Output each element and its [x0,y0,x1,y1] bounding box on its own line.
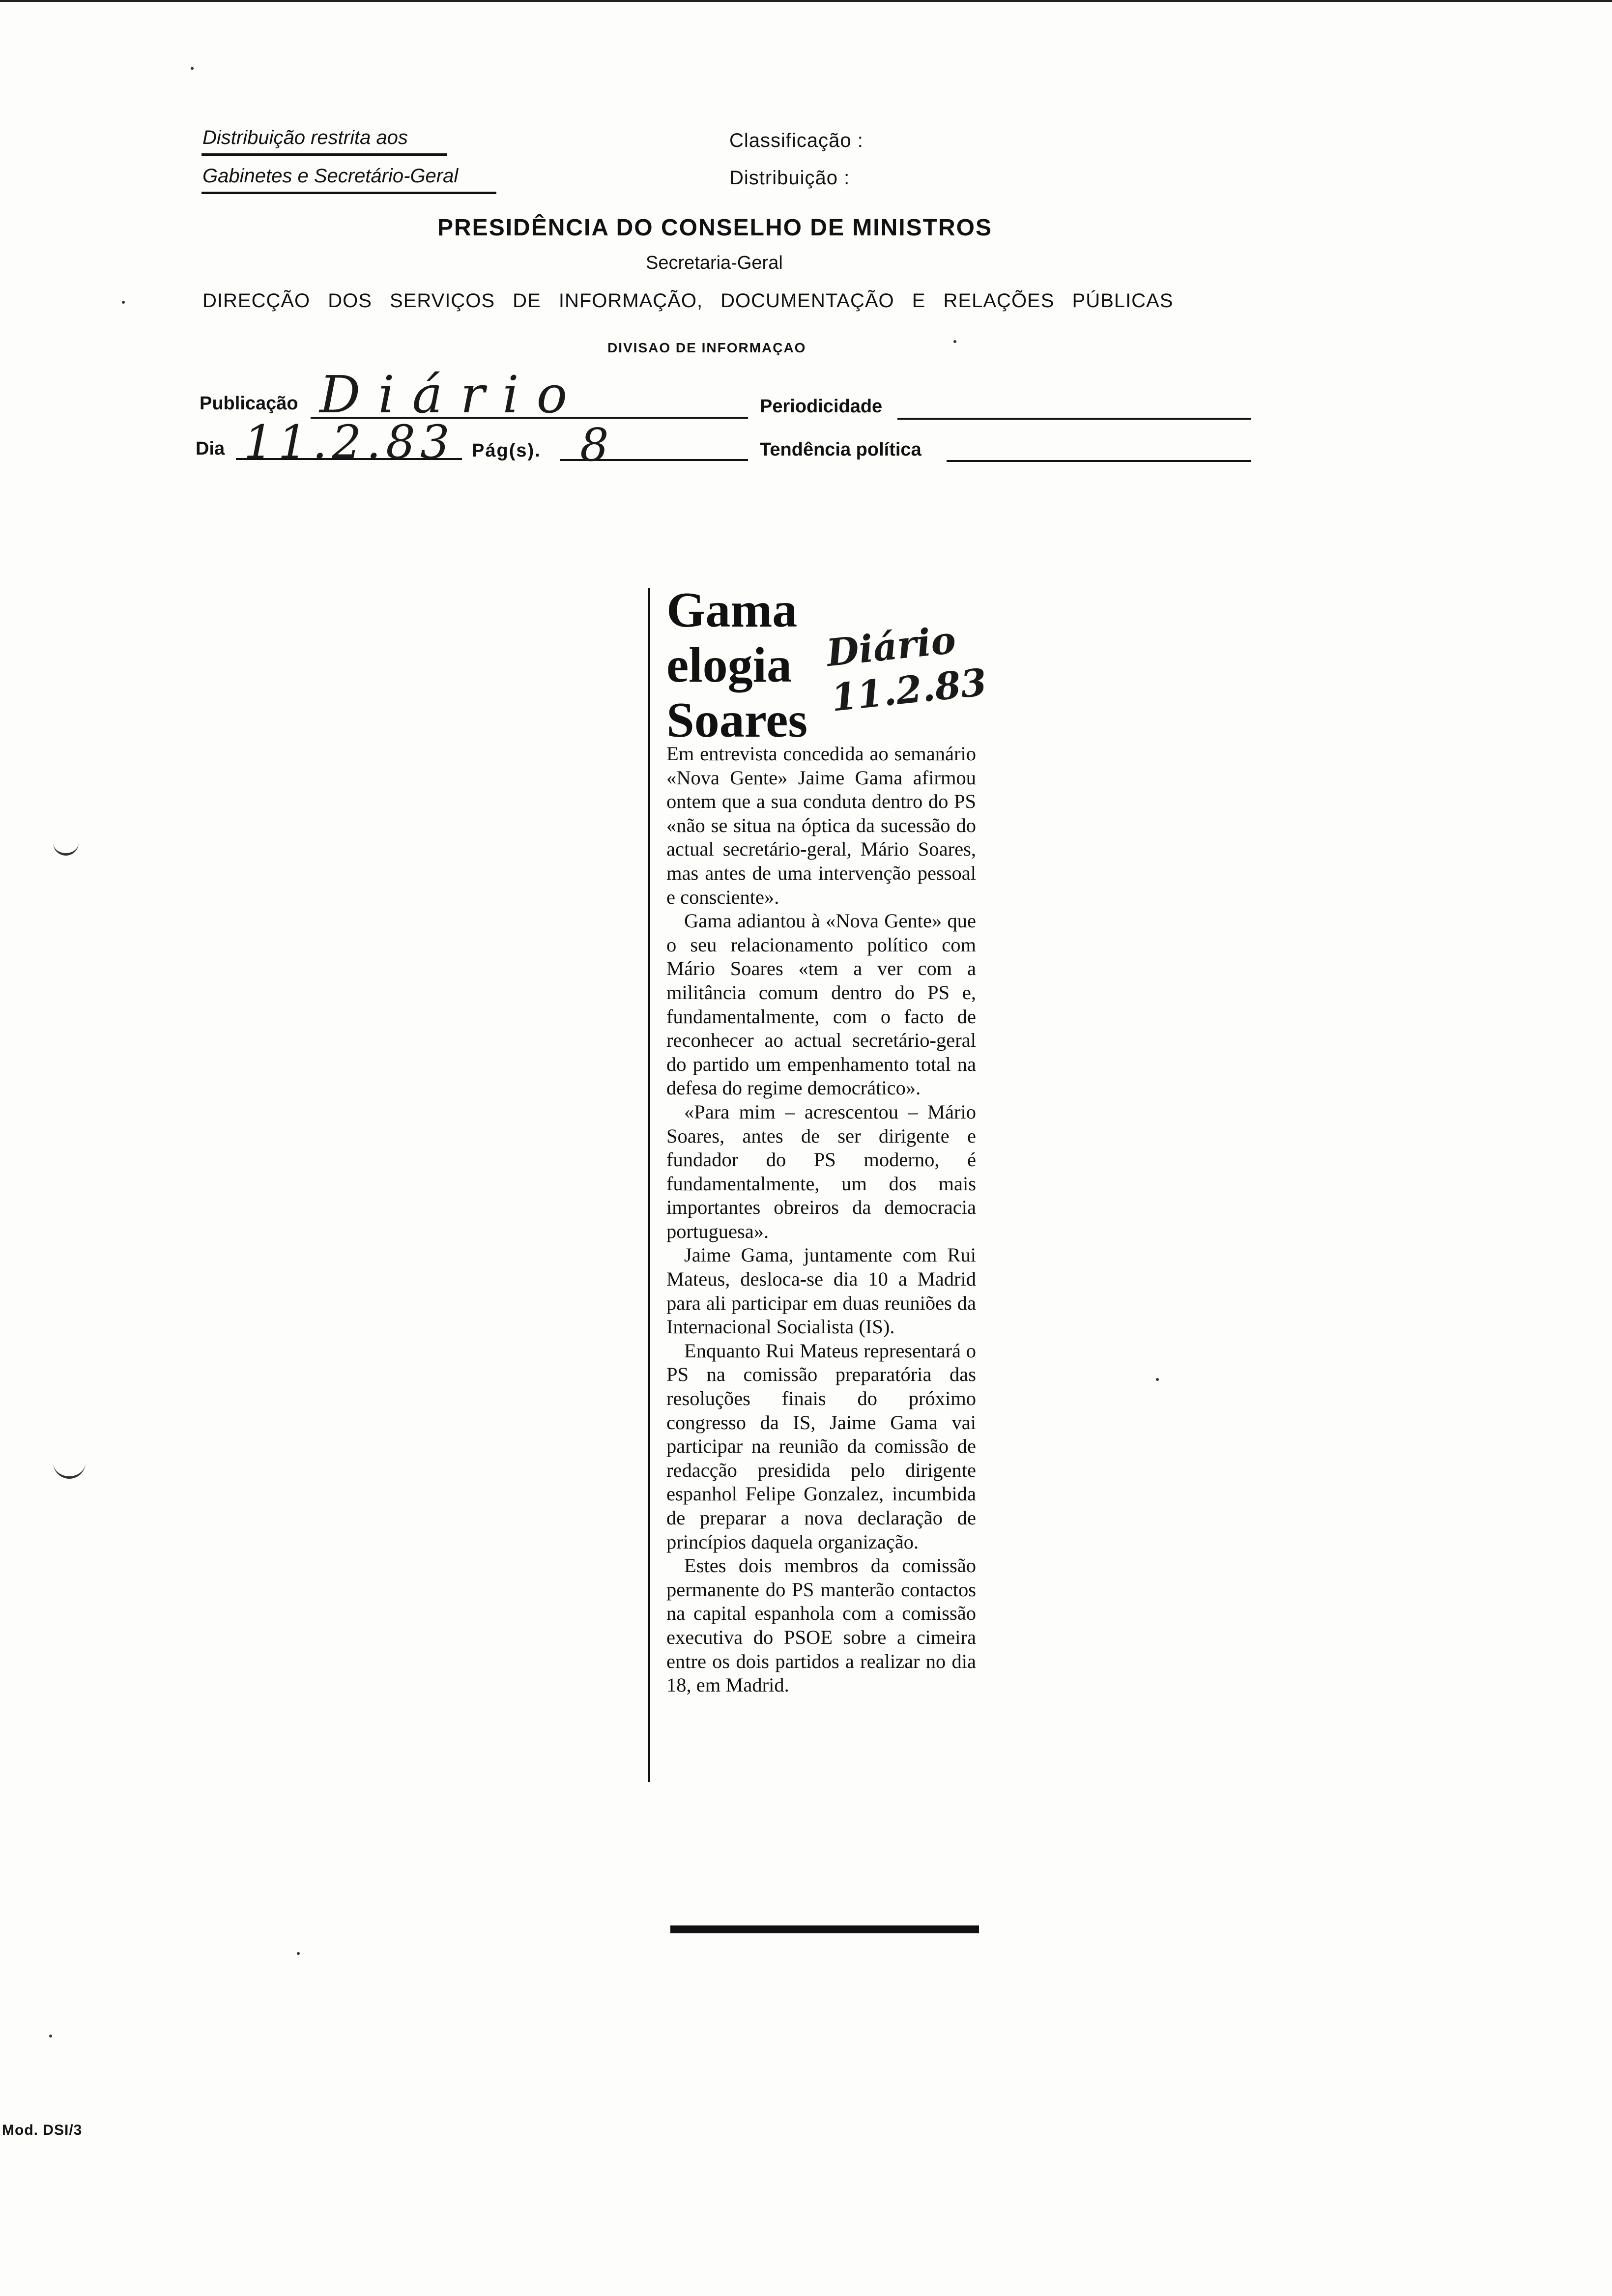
article-left-rule [648,588,650,1782]
classificacao-label: Classificação : [729,130,864,151]
publicacao-label: Publicação [200,393,298,414]
punch-hole-mark-2 [53,1463,86,1479]
scan-top-border [0,0,1612,2]
tendencia-label: Tendência política [760,439,921,460]
dia-value: 11.2.83 [244,416,455,469]
publicacao-value: Diário [319,365,585,425]
scan-speck [191,67,194,70]
restricted-underline-2 [202,192,496,194]
scan-speck [297,1952,300,1955]
scan-speck [1156,1378,1159,1381]
article-paragraph-4: Jaime Gama, juntamente com Rui Mateus, desloca-se dia 10 a Madrid para ali participar em duas reuniões da Internacional Socialista (IS). [666,1244,976,1338]
model-code: Mod. DSI/3 [2,2122,83,2138]
article-body [666,742,976,1697]
directorate-line: DIRECÇÃO DOS SERVIÇOS DE INFORMAÇÃO, DOCUMENTAÇÃO E RELAÇÕES PÚBLICAS [202,290,1174,312]
periodicidade-field-line [897,418,1251,420]
agency-title: PRESIDÊNCIA DO CONSELHO DE MINISTROS [437,215,992,241]
article-headline [666,583,834,748]
restricted-distribution-line2: Gabinetes e Secretário-Geral [202,165,459,187]
headline-line-3: Soares [666,692,808,748]
tendencia-field-line [947,460,1251,462]
periodicidade-label: Periodicidade [760,396,883,417]
article-paragraph-3: «Para mim – acrescentou – Mário Soares, antes de ser dirigente e fundador do PS moderno, é fundamentalmente, um dos mais importantes obreiros da democracia portuguesa». [666,1100,976,1242]
article-paragraph-2: Gama adiantou à «Nova Gente» que o seu relacionamento político com Mário Soares «tem a ver com a militância comum dentro do PS e, fundamentalmente, com o facto de reconhecer ao actual secretário-geral do partido um empenhamento total na defesa do regime democrático». [666,910,976,1099]
dia-label: Dia [196,438,225,459]
scan-speck [122,301,125,304]
scan-speck [953,340,956,343]
punch-hole-mark-1 [53,841,79,856]
pags-value: 8 [580,419,609,471]
article-paragraph-1: Em entrevista concedida ao semanário «Nova Gente» Jaime Gama afirmou ontem que a sua conduta dentro do PS «não se situa na óptica da sucessão do actual secretário-geral, Mário Soares, mas antes de uma intervenção pessoal e consciente». [666,743,976,908]
headline-line-1: Gama [666,582,798,638]
pags-label: Pág(s). [472,440,541,461]
article-paragraph-5: Enquanto Rui Mateus representará o PS na comissão preparatória das resoluções finais do próximo congresso da IS, Jaime Gama vai participar na reunião da comissão de redacção presidida pelo dirigente espanhol Felipe Gonzalez, incumbida de preparar a nova declaração de princípios daquela organização. [666,1339,976,1553]
handwritten-source-stamp: Diário 11.2.83 [824,618,989,720]
agency-subtitle: Secretaria-Geral [646,253,783,273]
distribuicao-label: Distribuição : [729,167,850,189]
article-end-bar [670,1925,979,1933]
restricted-distribution-line1: Distribuição restrita aos [202,127,408,148]
headline-line-2: elogia [666,637,792,693]
article-paragraph-6: Estes dois membros da comissão permanente do PS manterão contactos na capital espanhola com a comissão executiva do PSOE sobre a cimeira entre os dois partidos a realizar no dia 18, em Madrid. [666,1554,976,1696]
restricted-underline-1 [202,153,447,156]
division-line: DIVISAO DE INFORMAÇAO [607,340,806,355]
scan-speck [49,2035,52,2038]
